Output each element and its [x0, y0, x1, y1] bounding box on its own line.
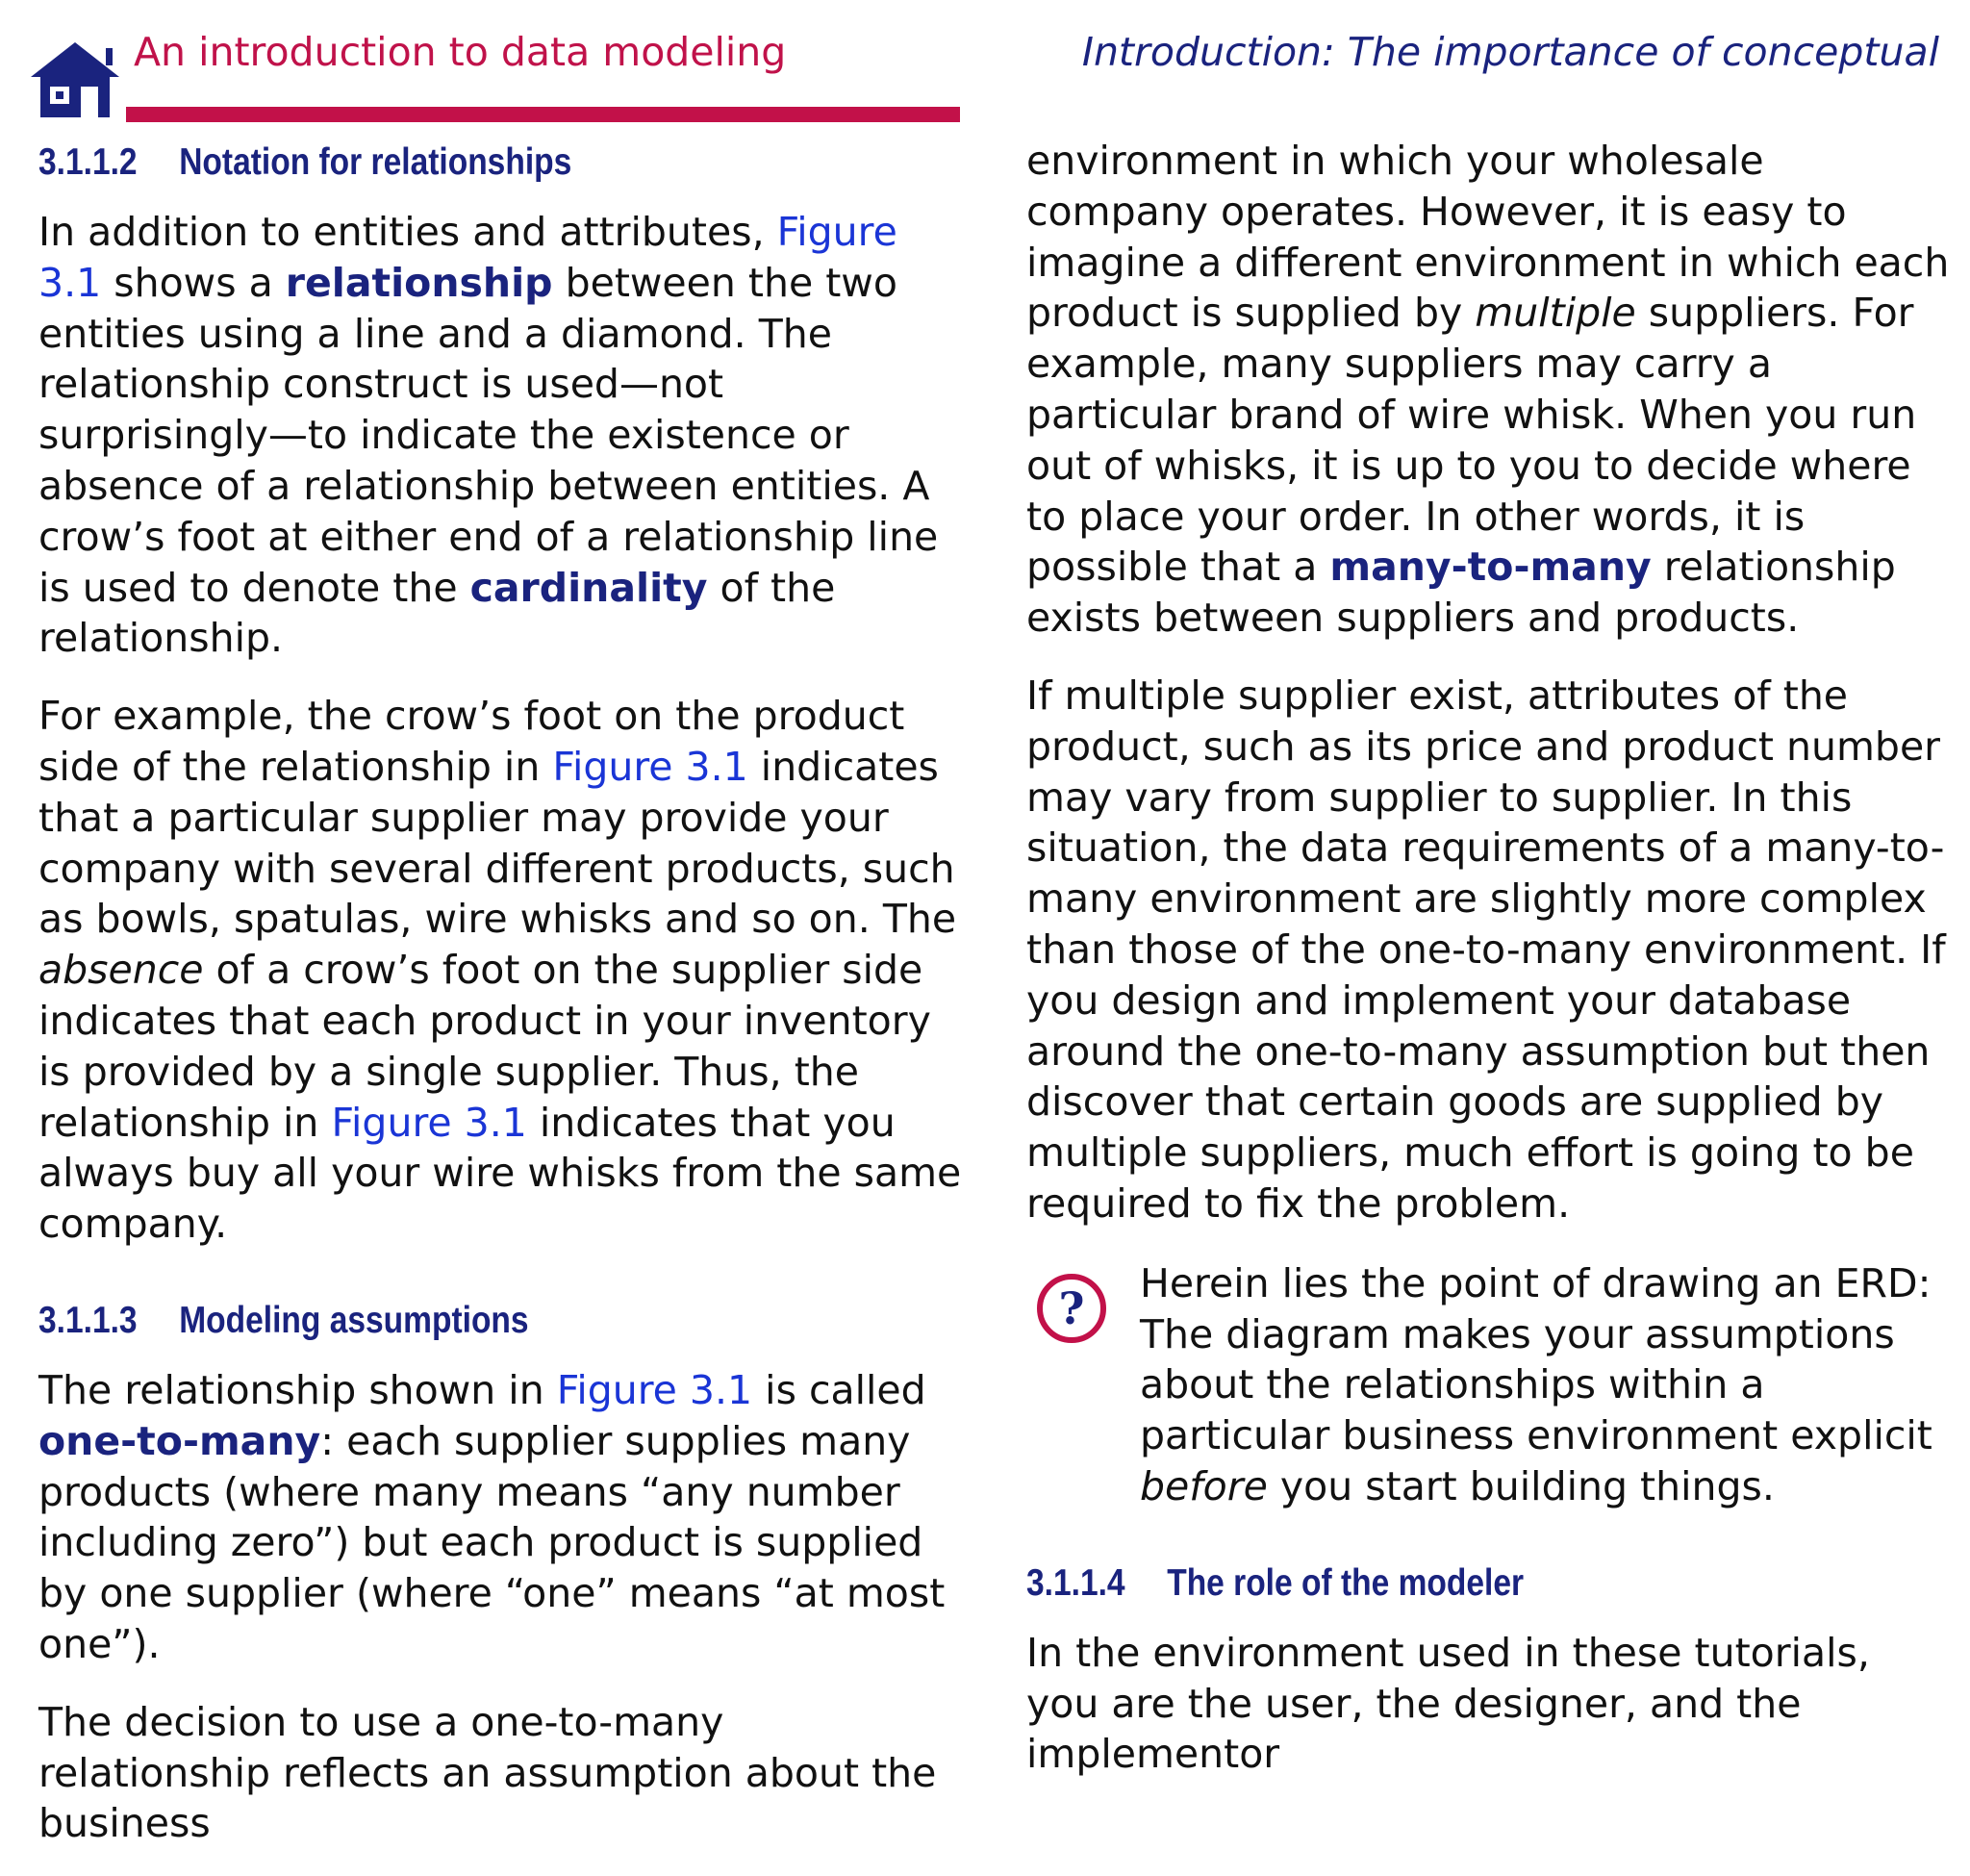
paragraph [1026, 136, 1955, 644]
home-icon[interactable] [29, 38, 121, 119]
paragraph [1026, 671, 1955, 1230]
svg-text:?: ? [1058, 1281, 1085, 1334]
note-text [1140, 1258, 1955, 1512]
text-run: indicates that you always buy all your wire whisks from the same company. [38, 1099, 962, 1248]
text-run: suppliers. For example, many suppliers may carry a particular brand of wire whisk. When you run out of whisks, it is up to you to decide where to place your order. In other words, it is possible that a [1026, 290, 1917, 591]
figure-link[interactable]: Figure 3.1 [331, 1099, 527, 1146]
text-run: you start building things. [1267, 1462, 1775, 1509]
text-run: environment in which your wholesale company operates. However, it is easy to imagine a different environment in which each product is supplied by [1026, 138, 1950, 337]
paragraph [38, 691, 962, 1250]
text-run: is called [752, 1366, 926, 1413]
section-heading-notation [38, 136, 833, 190]
text-run: indicates that a particular supplier may provide your company with several different products, such as bowls, spatulas, wire whisks and so on. The [38, 743, 957, 943]
emphasis: multiple [1475, 290, 1636, 337]
text-run: Herein lies the point of drawing an ERD: The diagram makes your assumptions about the relationships within a particular business environment explicit [1140, 1259, 1932, 1459]
text-run: : each supplier supplies many products (where many means “any number including zero”) but each product is supplied by one supplier (where “one” means “at most one”). [38, 1417, 946, 1667]
text-run: In the environment used in these tutorials, you are the user, the designer, and the implementor [1026, 1629, 1870, 1778]
section-title: Modeling assumptions [179, 1299, 529, 1341]
figure-link[interactable]: Figure 3.1 [556, 1366, 753, 1413]
figure-link[interactable]: Figure 3.1 [38, 209, 897, 306]
paragraph [38, 1365, 962, 1670]
question-mark-icon [1035, 1272, 1108, 1345]
glossary-term[interactable]: one-to-many [38, 1417, 321, 1464]
text-run: For example, the crow’s foot on the product side of the relationship in [38, 693, 905, 790]
section-number: 3.1.1.2 [38, 141, 138, 183]
emphasis: before [1140, 1462, 1268, 1509]
text-run: of a crow’s foot on the supplier side indicates that each product in your inventory is provided by a single supplier. Thus, the relationship in [38, 947, 931, 1146]
glossary-term[interactable]: cardinality [469, 564, 708, 611]
text-run: If multiple supplier exist, attributes of the product, such as its price and product number may vary from supplier to supplier. In this situation, the data requirements of a many-to-many environment are slightly more complex than those of the one-to-many environment. If you design and implement your database around the one-to-many assumption but then discover that certain goods are supplied by multiple suppliers, much effort is going to be required to fix the problem. [1026, 672, 1946, 1227]
glossary-term[interactable]: many-to-many [1329, 544, 1652, 591]
paragraph [38, 207, 962, 664]
header-section-title: Introduction: The importance of conceptual [1081, 29, 1939, 75]
text-run: The relationship shown in [38, 1366, 557, 1413]
right-column [1026, 136, 1955, 1807]
text-run: shows a [101, 259, 286, 306]
left-column [38, 136, 962, 1876]
section-heading-assumptions [38, 1294, 833, 1348]
text-run: relationship exists between suppliers and products. [1026, 544, 1896, 642]
section-title: The role of the modeler [1167, 1561, 1525, 1604]
section-heading-modeler [1026, 1557, 1825, 1610]
paragraph [1026, 1628, 1955, 1780]
glossary-term[interactable]: relationship [285, 259, 553, 306]
section-number: 3.1.1.3 [38, 1299, 138, 1341]
text-run: between the two entities using a line and a diamond. The relationship construct is used—not surprisingly—to indicate the existence or absence of a relationship between entities. A crow’s foot at either end of a relationship line is used to denote the [38, 259, 939, 611]
header-rule [126, 107, 960, 122]
header-document-title: An introduction to data modeling [134, 29, 787, 75]
figure-link[interactable]: Figure 3.1 [552, 743, 748, 790]
paragraph [38, 1697, 962, 1849]
text-run: In addition to entities and attributes, [38, 209, 777, 255]
emphasis: absence [38, 947, 204, 994]
note-callout [1026, 1258, 1955, 1512]
section-number: 3.1.1.4 [1026, 1561, 1125, 1604]
section-title: Notation for relationships [179, 141, 572, 183]
text-run: of the relationship. [38, 564, 836, 662]
text-run: The decision to use a one-to-many relationship reflects an assumption about the business [38, 1698, 937, 1847]
